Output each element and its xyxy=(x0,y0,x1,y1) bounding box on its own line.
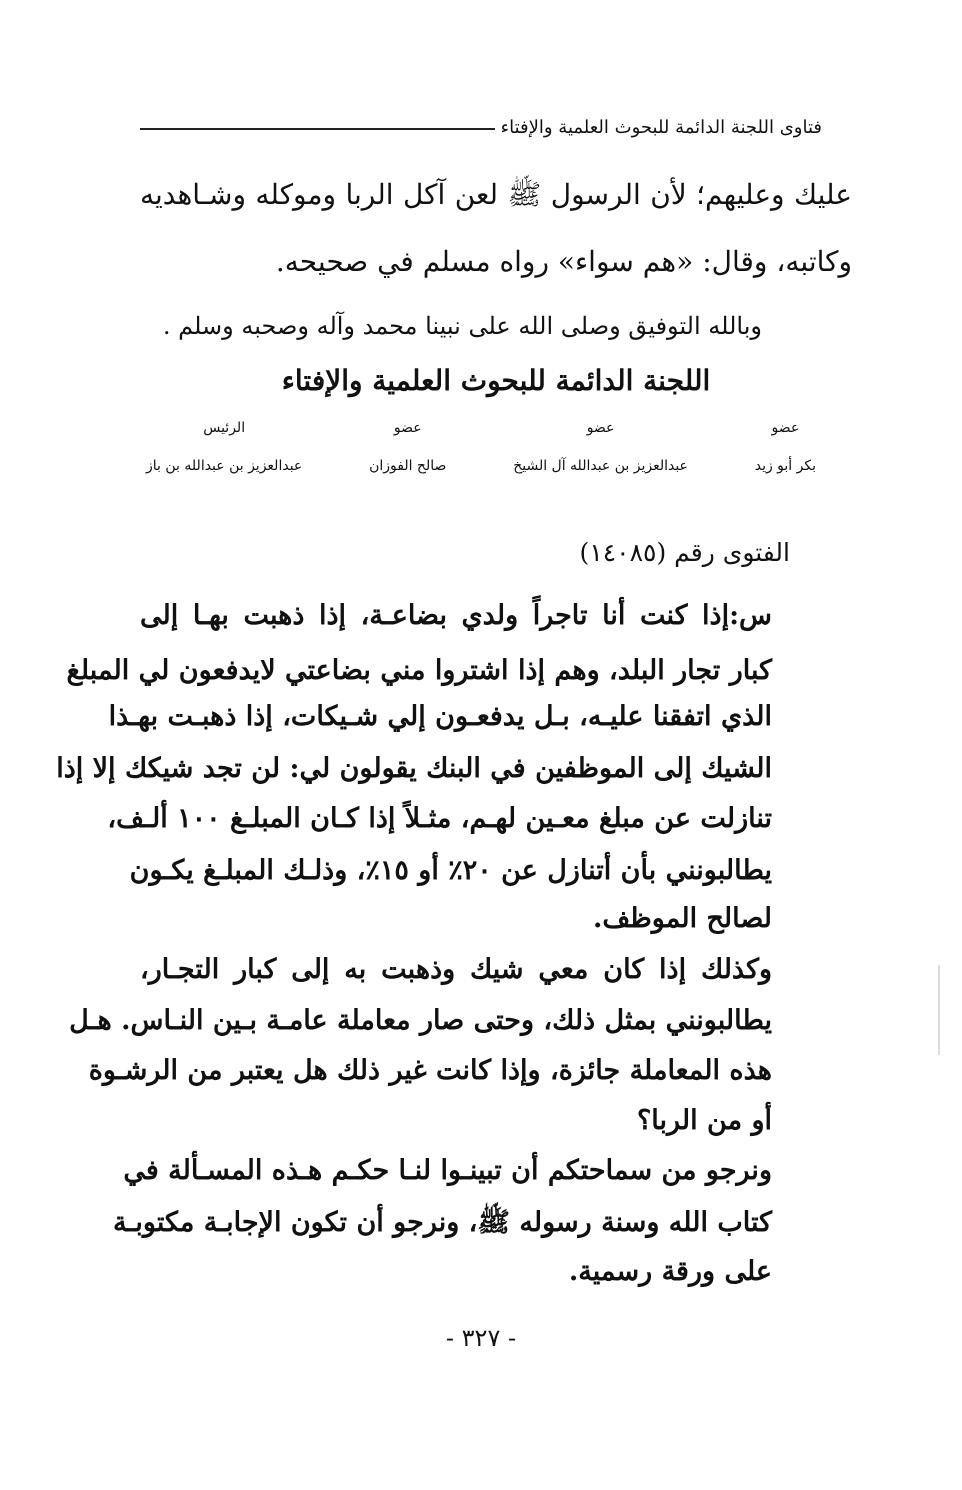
question-line-8: وكذلك إذا كان معي شيك وذهبت به إلى كبار التجـار، xyxy=(140,954,772,985)
signatory xyxy=(513,420,688,474)
signatory-name: عبدالعزيز بن عبدالله آل الشيخ xyxy=(513,458,688,474)
committee-title: اللجنة الدائمة للبحوث العلمية والإفتاء xyxy=(281,364,711,397)
question-line-6: يطالبونني بأن أتنازل عن ٢٠٪ أو ١٥٪، وذلـك المبلـغ يكـون xyxy=(129,855,772,886)
question-line-9: يطالبونني بمثل ذلك، وحتى صار معاملة عامـة بـين النـاس. هـل xyxy=(69,1005,772,1036)
closing-prayer: وبالله التوفيق وصلى الله على نبينا محمد وآله وصحبه وسلم . xyxy=(162,312,762,340)
question-line-2: كبار تجار البلد، وهم إذا اشتروا مني بضاعتي لايدفعون لي المبلغ xyxy=(66,655,772,686)
header-rule xyxy=(140,128,495,130)
scan-margin-mark xyxy=(938,965,940,1055)
question-line-14: على ورقة رسمية. xyxy=(568,1256,772,1287)
header-title: فتاوى اللجنة الدائمة للبحوث العلمية والإفتاء xyxy=(500,116,822,138)
question-line-3: الذي اتفقنا عليـه، بـل يدفعـون إلي شـيكات، إذا ذهبـت بهـذا xyxy=(108,701,772,732)
signatories-block xyxy=(146,420,816,474)
fatwa-number: الفتوى رقم (١٤٠٨٥) xyxy=(579,538,790,567)
question-line-7: لصالح الموظف. xyxy=(592,903,772,934)
question-line-10: هذه المعاملة جائزة، وإذا كانت غير ذلك هل يعتبر من الرشـوة xyxy=(88,1055,772,1086)
signatory-name: صالح الفوزان xyxy=(369,458,447,474)
question-line-11: أو من الربا؟ xyxy=(636,1105,772,1136)
question-line-13: كتاب الله وسنة رسوله ﷺ، ونرجو أن تكون الإجابـة مكتوبـة xyxy=(112,1207,772,1238)
previous-fatwa-line-1: عليك وعليهم؛ لأن الرسول ﷺ لعن آكل الربا وموكله وشـاهديه xyxy=(140,178,852,211)
question-line-5: تنازلت عن مبلغ معـين لهـم، مثـلاً إذا كـان المبلـغ ١٠٠ ألـف، xyxy=(107,803,772,834)
page-number: - ٣٢٧ - xyxy=(445,1324,517,1352)
signatory-role: عضو xyxy=(393,420,422,436)
signatory-role: عضو xyxy=(586,420,615,436)
question-line-4: الشيك إلى الموظفين في البنك يقولون لي: لن تجد شيكك إلا إذا xyxy=(56,753,772,784)
signatory-role: عضو xyxy=(771,420,800,436)
signatory xyxy=(146,420,302,474)
question-line-12: ونرجو من سماحتكم أن تبينـوا لنـا حكـم هـذه المسـألة في xyxy=(123,1155,772,1186)
signatory-role: الرئيس xyxy=(203,420,246,436)
previous-fatwa-line-2: وكاتبه، وقال: «هم سواء» رواه مسلم في صحيحه. xyxy=(275,245,852,278)
signatory xyxy=(755,420,816,474)
question-line-1: س:إذا كنت أنا تاجراً ولدي بضاعـة، إذا ذهبت بهـا إلى xyxy=(140,600,772,631)
signatory-name: بكر أبو زيد xyxy=(754,458,816,474)
signatory-name: عبدالعزيز بن عبدالله بن باز xyxy=(146,458,303,474)
signatory xyxy=(369,420,446,474)
running-header xyxy=(140,112,822,142)
